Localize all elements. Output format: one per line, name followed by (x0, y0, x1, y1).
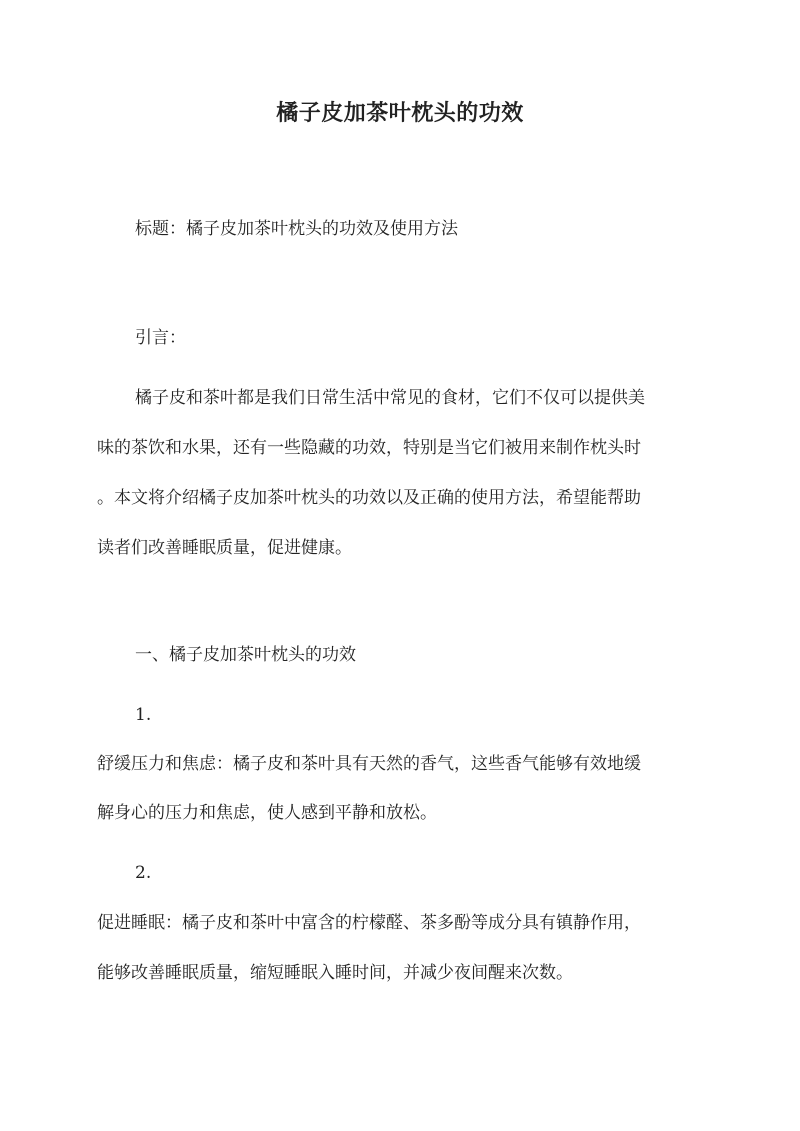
document-title: 橘子皮加茶叶枕头的功效 (276, 100, 524, 126)
intro-line-1: 橘子皮和茶叶都是我们日常生活中常见的食材，它们不仅可以提供美 (135, 388, 645, 408)
document-subtitle: 标题：橘子皮加茶叶枕头的功效及使用方法 (135, 219, 458, 239)
intro-line-2: 味的茶饮和水果，还有一些隐藏的功效，特别是当它们被用来制作枕头时 (97, 438, 641, 458)
intro-line-4: 读者们改善睡眠质量，促进健康。 (97, 538, 352, 558)
item-2-number: 2. (135, 863, 152, 883)
item-2-line-2: 能够改善睡眠质量，缩短睡眠入睡时间，并减少夜间醒来次数。 (97, 963, 573, 983)
item-2-line-1: 促进睡眠：橘子皮和茶叶中富含的柠檬醛、茶多酚等成分具有镇静作用， (97, 913, 641, 933)
item-1-number: 1. (135, 705, 152, 725)
item-1-line-2: 解身心的压力和焦虑，使人感到平静和放松。 (97, 803, 437, 823)
item-1-line-1: 舒缓压力和焦虑：橘子皮和茶叶具有天然的香气，这些香气能够有效地缓 (97, 754, 641, 774)
intro-heading: 引言： (135, 328, 186, 348)
section-heading: 一、橘子皮加茶叶枕头的功效 (135, 645, 356, 665)
intro-line-3: 。本文将介绍橘子皮加茶叶枕头的功效以及正确的使用方法，希望能帮助 (97, 488, 641, 508)
